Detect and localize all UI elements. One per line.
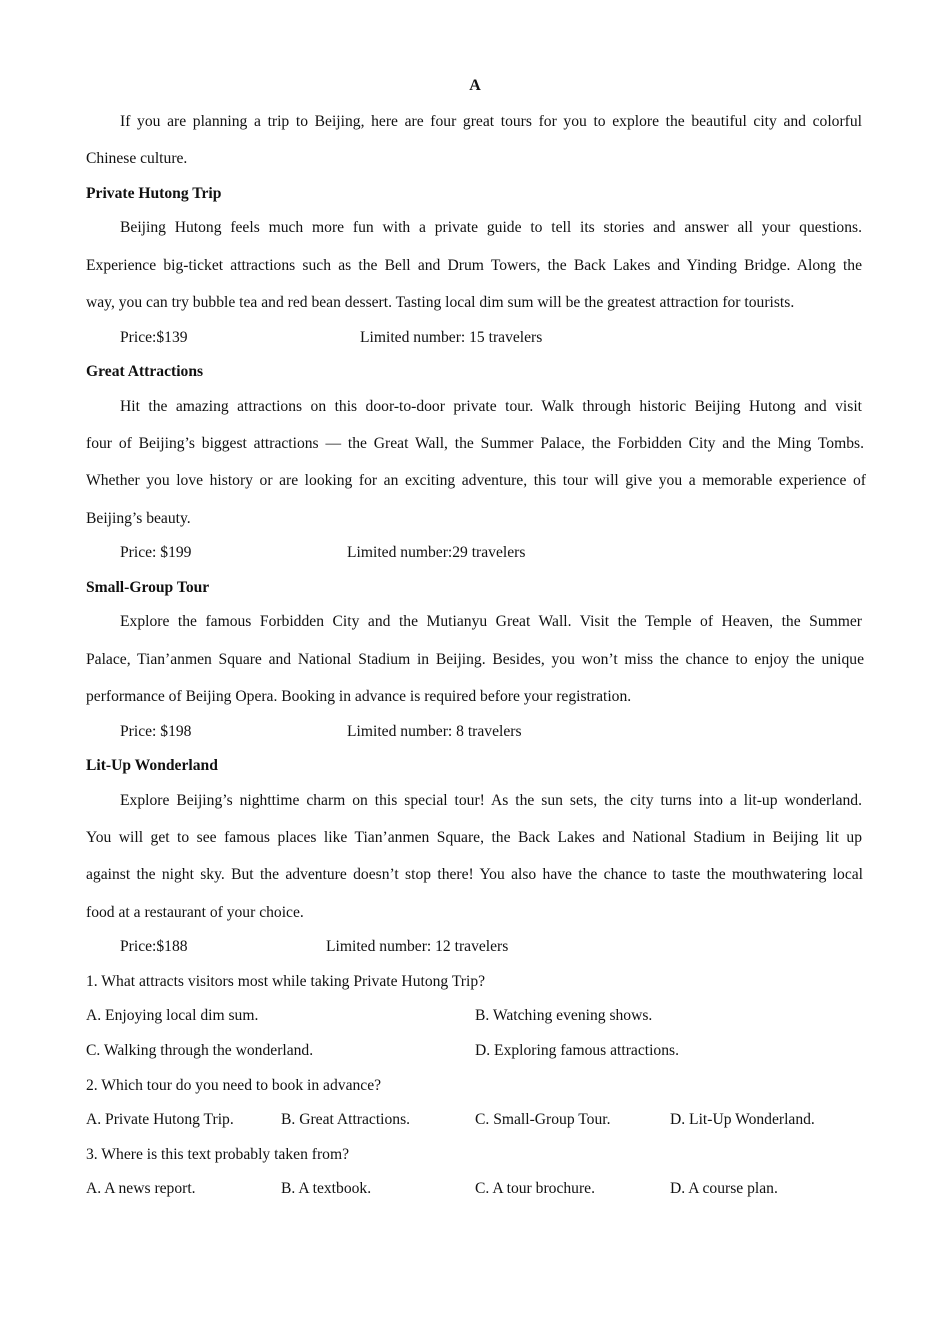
answer-option: B. A textbook. <box>281 1180 372 1197</box>
answer-option: D. A course plan. <box>670 1180 778 1197</box>
tour-heading: Private Hutong Trip <box>86 185 222 202</box>
tour-text-line: Whether you love history or are looking for an exciting adventure, this tour will give you a memorable experience of <box>86 472 866 489</box>
section-title: A <box>469 77 481 94</box>
intro-line: If you are planning a trip to Beijing, here are four great tours for you to explore the beautiful city and colorful <box>120 113 862 130</box>
tour-limit: Limited number:29 travelers <box>347 544 526 561</box>
answer-option: B. Great Attractions. <box>281 1111 411 1128</box>
tour-price: Price:$139 <box>120 329 188 346</box>
question-stem: 1. What attracts visitors most while taking Private Hutong Trip? <box>86 973 486 990</box>
tour-text-line: Beijing’s beauty. <box>86 510 191 527</box>
tour-text-line: performance of Beijing Opera. Booking in advance is required before your registration. <box>86 688 632 705</box>
answer-option: C. Walking through the wonderland. <box>86 1042 314 1059</box>
answer-option: A. A news report. <box>86 1180 196 1197</box>
tour-price: Price: $199 <box>120 544 192 561</box>
question-stem: 2. Which tour do you need to book in advance? <box>86 1077 382 1094</box>
tour-heading: Lit-Up Wonderland <box>86 757 218 774</box>
answer-option: B. Watching evening shows. <box>475 1007 653 1024</box>
tour-price: Price:$188 <box>120 938 188 955</box>
answer-option: D. Lit-Up Wonderland. <box>670 1111 815 1128</box>
tour-text-line: Explore the famous Forbidden City and the Mutianyu Great Wall. Visit the Temple of Heaven, the Summer <box>120 613 862 630</box>
answer-option: A. Private Hutong Trip. <box>86 1111 234 1128</box>
tour-limit: Limited number: 12 travelers <box>326 938 509 955</box>
tour-text-line: four of Beijing’s biggest attractions — the Great Wall, the Summer Palace, the Forbidden City and the Ming Tombs. <box>86 435 864 452</box>
tour-heading: Small-Group Tour <box>86 579 210 596</box>
tour-text-line: Explore Beijing’s nighttime charm on this special tour! As the sun sets, the city turns into a lit-up wonderland. <box>120 792 862 809</box>
tour-limit: Limited number: 8 travelers <box>347 723 522 740</box>
answer-option: C. A tour brochure. <box>475 1180 595 1197</box>
intro-line: Chinese culture. <box>86 150 188 167</box>
tour-text-line: way, you can try bubble tea and red bean dessert. Tasting local dim sum will be the greatest attraction for tourists. <box>86 294 795 311</box>
tour-text-line: Hit the amazing attractions on this door-to-door private tour. Walk through historic Beijing Hutong and visit <box>120 398 862 415</box>
tour-heading: Great Attractions <box>86 363 204 380</box>
tour-text-line: Experience big-ticket attractions such as the Bell and Drum Towers, the Back Lakes and Yinding Bridge. Along the <box>86 257 862 274</box>
tour-text-line: food at a restaurant of your choice. <box>86 904 304 921</box>
tour-text-line: Beijing Hutong feels much more fun with a private guide to tell its stories and answer all your questions. <box>120 219 862 236</box>
tour-price: Price: $198 <box>120 723 192 740</box>
question-stem: 3. Where is this text probably taken from? <box>86 1146 349 1163</box>
answer-option: D. Exploring famous attractions. <box>475 1042 679 1059</box>
tour-text-line: You will get to see famous places like Tian’anmen Square, the Back Lakes and National Stadium in Beijing lit up <box>86 829 862 846</box>
tour-text-line: against the night sky. But the adventure doesn’t stop there! You also have the chance to taste the mouthwatering local <box>86 866 863 883</box>
answer-option: A. Enjoying local dim sum. <box>86 1007 259 1024</box>
tour-limit: Limited number: 15 travelers <box>360 329 543 346</box>
tour-text-line: Palace, Tian’anmen Square and National Stadium in Beijing. Besides, you won’t miss the chance to enjoy the unique <box>86 651 864 668</box>
answer-option: C. Small-Group Tour. <box>475 1111 611 1128</box>
